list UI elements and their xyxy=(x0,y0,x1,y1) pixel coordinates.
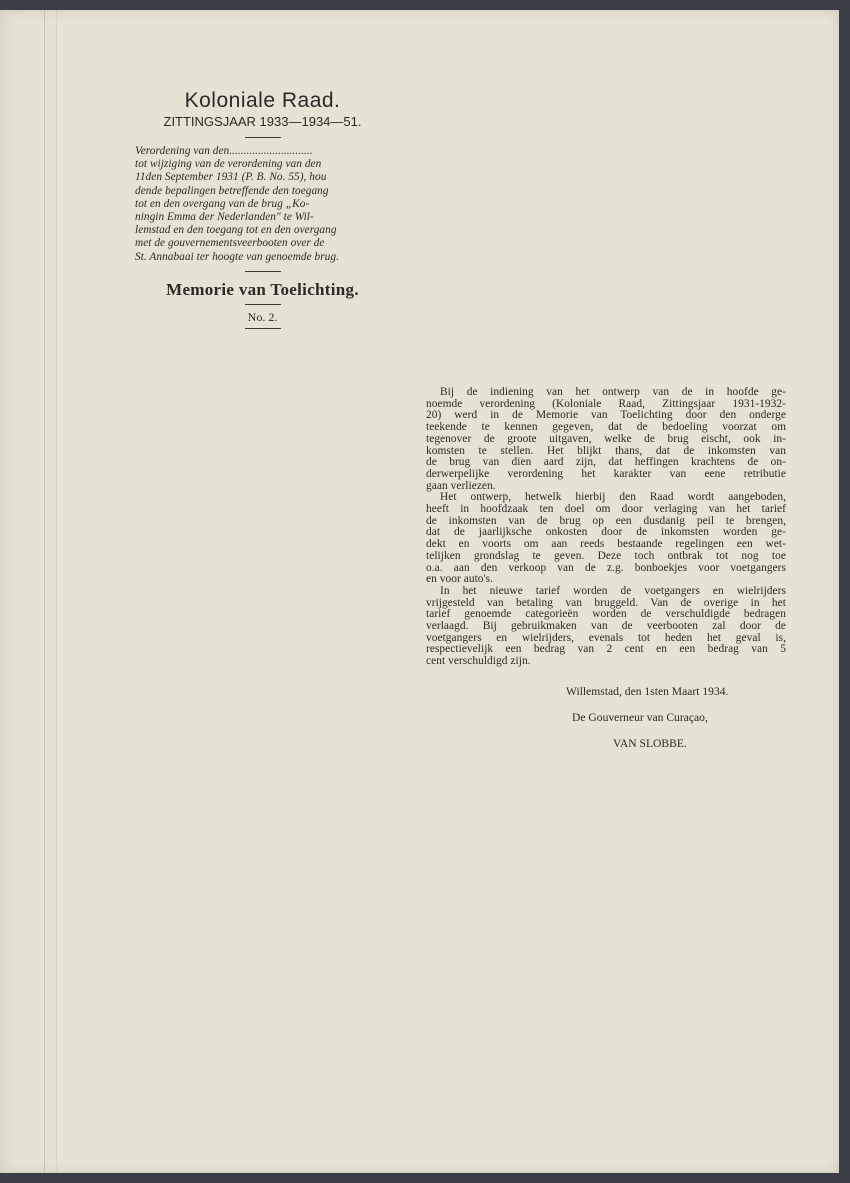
session-year: ZITTINGSJAAR 1933—1934—51. xyxy=(163,114,362,129)
intro-line: dende bepalingen betreffende den toegang xyxy=(135,184,329,197)
document-page xyxy=(0,10,839,1173)
body-line: Bij de indiening van het ontwerp van de in hoofde ge- xyxy=(440,386,786,398)
memorie-heading: Memorie van Toelichting. xyxy=(166,279,359,299)
body-line: dat de jaarlijksche onkosten door de inkomsten worden ge- xyxy=(426,526,786,539)
body-line: vrijgesteld van betaling van bruggeld. Van de overige in het xyxy=(426,596,786,609)
body-line: In het nieuwe tarief worden de voetgangers en wielrijders xyxy=(440,584,786,597)
body-line: teekende te kennen gegeven, dat de bedoeling voorzat om xyxy=(426,421,786,434)
body-line: 20) werd in de Memorie van Toelichting door den onderge xyxy=(426,409,786,422)
explanatory-text xyxy=(426,387,786,668)
body-line: de inkomsten van de brug op een dusdanig peil te brengen, xyxy=(426,514,786,527)
body-line: tarief genoemde categorieën worden de verschuldigde bedragen xyxy=(426,608,786,621)
header-rule xyxy=(245,271,281,272)
header-rule xyxy=(245,137,281,138)
intro-line: Verordening van den............................. xyxy=(135,145,313,157)
body-line: o.a. aan den verkoop van de z.g. bonboekjes voor voetgangers xyxy=(426,561,786,574)
body-line: respectievelijk een bedrag van 2 cent en een bedrag van 5 xyxy=(426,643,786,656)
body-line: dekt en voorts om aan reeds bestaande regelingen een wet- xyxy=(426,538,786,551)
page-fold-line xyxy=(44,10,45,1173)
body-line: komsten te stellen. Het blijkt thans, dat de inkomsten van xyxy=(426,444,786,457)
body-line: Het ontwerp, hetwelk hierbij den Raad wordt aangeboden, xyxy=(440,491,786,504)
intro-line: lemstad en den toegang tot en den overgang xyxy=(135,224,337,237)
intro-line: tot wijziging van de verordening van den xyxy=(135,158,322,171)
body-line: telijken grondslag te geven. Deze toch ontbrak tot nog toe xyxy=(426,549,786,562)
body-line: heeft in hoofdzaak ten doel om door verlaging van het tarief xyxy=(426,503,786,516)
signatory-office: De Gouverneur van Curaçao, xyxy=(572,711,708,724)
body-line: voetgangers en wielrijders, evenals tot heden het geval is, xyxy=(426,631,786,644)
place-and-date: Willemstad, den 1sten Maart 1934. xyxy=(566,685,729,698)
body-line: verlaagd. Bij gebruikmaken van de veerbooten zal door de xyxy=(426,620,786,633)
body-line: cent verschuldigd zijn. xyxy=(426,655,531,668)
body-line: gaan verliezen. xyxy=(426,479,496,492)
document-header xyxy=(135,88,390,332)
body-line: de brug van dien aard zijn, dat heffingen krachtens de on- xyxy=(426,456,786,469)
intro-line: met de gouvernementsveerbooten over de xyxy=(135,237,325,250)
document-number: No. 2. xyxy=(247,309,278,324)
body-line: en voor auto's. xyxy=(426,573,494,586)
intro-line: ningin Emma der Nederlanden" te Wil- xyxy=(135,211,314,224)
intro-line: St. Annabaai ter hoogte van genoemde brug. xyxy=(135,250,339,263)
council-title: Koloniale Raad. xyxy=(184,89,341,112)
header-rule xyxy=(245,328,281,329)
signatory-name: VAN SLOBBE. xyxy=(613,737,687,750)
header-rule xyxy=(245,304,281,305)
page-fold-line-faint xyxy=(56,10,57,1173)
body-line: noemde verordening (Koloniale Raad, Zittingsjaar 1931-1932- xyxy=(426,397,786,410)
intro-line: 11den September 1931 (P. B. No. 55), hou xyxy=(135,171,327,184)
intro-line: tot en den overgang van de brug „Ko- xyxy=(135,197,310,210)
body-line: derwerpelijke verordening het karakter van eene retributie xyxy=(426,467,786,480)
ordinance-description xyxy=(135,145,390,264)
body-line: tegenover de groote uitgaven, welke de brug eischt, ook in- xyxy=(426,432,786,445)
